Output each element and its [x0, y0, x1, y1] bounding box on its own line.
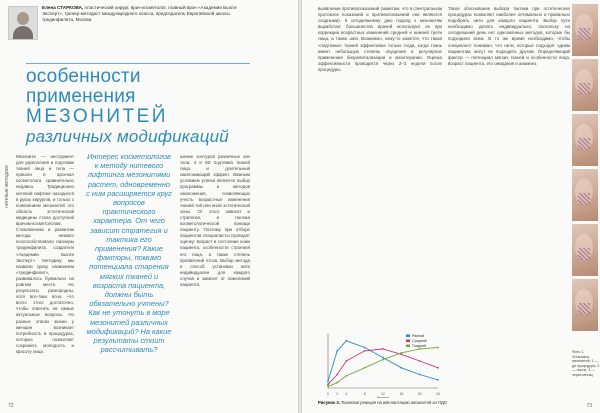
- chart-point: [419, 348, 421, 350]
- chart-point: [364, 347, 366, 349]
- figure-caption-label: Рисунок 3.: [318, 400, 340, 405]
- right-page: [302, 0, 600, 413]
- chart-x-tick-label: 12: [381, 392, 385, 396]
- right-column-1: выявлении противопоказаний (заметим, что в спектральном протоколе показаний и противопоказаний они являются сходными). К сегодняшнему дню подход к мезонитям выработан: большинство врачей используют их при коррекции возрастных изменений средней и нижней трети лица, а также шеи. Возможно, кому-то кажется, что такая «подтяжка» тканей эффективна только тогда, когда ткань имеет небольшую степень опущения и регулярное применение биоревитализации и мезотерапии. Оценка эффективности проводится через 2–3 недели после процедуры.: [318, 6, 442, 72]
- chart-point: [364, 350, 366, 352]
- author-info: [42, 5, 254, 23]
- chart-legend-swatch: [406, 345, 410, 348]
- chart-legend-label: Ранний: [412, 334, 425, 338]
- chart-point: [364, 367, 366, 369]
- chart-point: [345, 360, 347, 362]
- title-line-3: различных модификаций: [26, 127, 229, 146]
- chart-point: [336, 382, 338, 384]
- title-line-1: особенности применения: [26, 66, 141, 107]
- author-name: Елена СТАРКОВА,: [42, 5, 84, 10]
- section-side-label: [4, 140, 12, 210]
- author-description: пластический хирург, врач-косметолог, главный врач «Академии Бьюти Эксперт», тренер-методист международного класса, председатель Европейской школы трединфилита, Москва: [42, 5, 237, 22]
- chart-point: [400, 352, 402, 354]
- chart-point: [382, 348, 384, 350]
- chart-legend-label: Поздний: [412, 344, 427, 348]
- patient-photo-4: [572, 169, 598, 221]
- chart-x-tick-label: 0: [327, 392, 329, 396]
- chart-x-tick-label: 16: [399, 392, 404, 396]
- chart-x-tick-label: 24: [436, 392, 440, 396]
- patient-photo-5: [572, 224, 598, 276]
- patient-photo-2: [572, 59, 598, 111]
- chart-x-tick-label: 2: [336, 392, 339, 396]
- body-column-1: Мезонити — инструмент для укрепления и подтяжки тканей лица и тела — пришли в арсенал косметолога сравнительно недавно. Традиционно нитевой лифтинг находился в руках хирургов, и только с появлением мезонитей это область эстетической медицины стала доступной врачам-косметологам. Становлению и развитию метода немало поспособствовали пионеры трединфилита, создатели «Академии Бьюти Эксперт». Методику мы назвали сразу названием «трединфилит», развивалось буквально на ровном месте. Но результаты разнородны, хотя все-таки ясно, что всего этого достаточно, чтобы ответить на самые актуальные вопросы. Но разных этапах жизни у женщин возникает потребность в процедурах, которые позволяют сохранить молодость и красоту лица.: [16, 154, 74, 354]
- chart-point: [336, 374, 338, 376]
- patient-photo-1: [572, 4, 598, 56]
- chart-point: [437, 379, 439, 381]
- pull-quote: Интерес косметологов к методу нитевого лифтинга мезонитями растет, одновременно с ним расширяется круг вопросов практического характера. От чего зависит стратегия и тактика его применения? Какие факторы, помимо потенциала старения мягких тканей и возраста пациента, должны быть обязательно учтены? Как не утонуть в море мезонитей различных модификаций? На какие результаты стоит рассчитывать?: [86, 152, 172, 355]
- figure-caption: [318, 400, 448, 405]
- chart-point: [437, 367, 439, 369]
- chart-x-tick-label: 8: [363, 392, 366, 396]
- chart-legend-label: Средний: [412, 339, 427, 343]
- figure-caption-text: Тканевая реакция на имплантацию мезонитей из ПДО: [341, 400, 448, 405]
- right-column-2: Такое обоснование выбора тактики при эстетических процедурах позволяет наиболее оптимально и правильно подобрать нити для каждого пациента. Выбор пути необходимо делать индивидуально, поскольку на сегодняшний день нет однозначных методов, которые бы подходили всем. В то же время необходимо, чтобы специалист понимал, что нити, которые подходят одним пациентам, могут не подходить другим. Определяющий фактор — потенциал мягких тканей и особенности лица, возраст пациента, его ожидания и анамнез.: [448, 6, 570, 66]
- chart-x-tick-label: 4: [345, 392, 348, 396]
- chart-point: [382, 357, 384, 359]
- photo-caption: Фото 1. Установка мезонитей: 1 — до процедуры, 2 — после, 3 — через месяц: [572, 350, 600, 377]
- article-title: [26, 63, 250, 147]
- chart-point: [382, 359, 384, 361]
- chart-x-tick-label: 20: [417, 392, 422, 396]
- chart-point: [336, 350, 338, 352]
- side-label-text: нитевые методики: [4, 165, 10, 208]
- chart-point: [345, 340, 347, 342]
- treatment-photos: [572, 4, 598, 334]
- body-column-3: шение контуров различных зон тела. 4 и 5D подтяжка тканей лица и длительный омоложающий эффект. Важным условием успеха является выбор программы и методов омоложения, позволяющих учесть возрастные изменения тканей той или иной эстетической зоны. От этого зависит и стратегия, и тактика косметологической помощи пациенту. Поэтому при отборе пациентов специалисты проводят оценку: возраст и состояние кожи пациента, особенности строения его лица, а также степень проявлений птоза. Выбор метода и способ установки нити индивидуален для каждого случая и зависит от пожеланий пациента.: [180, 154, 250, 287]
- chart-legend-swatch: [406, 335, 410, 338]
- chart-point: [327, 384, 329, 386]
- chart-point: [327, 386, 329, 388]
- page-number-right: 73: [586, 403, 592, 409]
- chart-series-line-3: [328, 348, 438, 387]
- title-line-2: МЕЗОНИТЕЙ: [26, 106, 168, 127]
- chart-svg: [318, 330, 442, 398]
- chart-point: [400, 367, 402, 369]
- chart-x-axis-label: Недели: [376, 396, 390, 398]
- chart-point: [437, 347, 439, 349]
- page-number-left: 72: [8, 403, 14, 409]
- left-page: [0, 0, 298, 413]
- chart-series-line-2: [328, 349, 438, 385]
- chart-point: [419, 360, 421, 362]
- chart-point: [327, 380, 329, 382]
- chart-point: [419, 374, 421, 376]
- tissue-reaction-chart: [318, 330, 442, 398]
- chart-point: [345, 375, 347, 377]
- patient-photo-3: [572, 114, 598, 166]
- patient-photo-6: [572, 279, 598, 331]
- author-photo: [8, 6, 38, 40]
- chart-legend-swatch: [406, 340, 410, 343]
